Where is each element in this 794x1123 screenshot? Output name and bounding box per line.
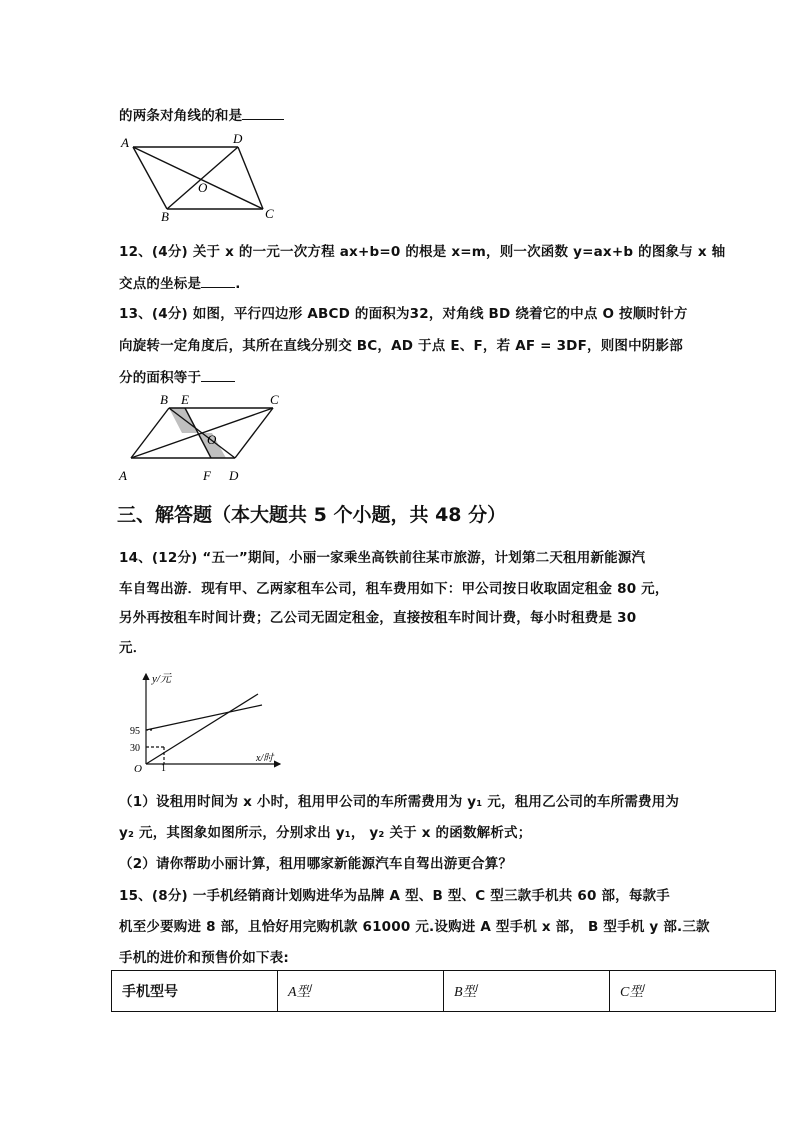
table-header-a: A型 bbox=[278, 971, 444, 1012]
q12-line1: 12、(4分) 关于 x 的一元一次方程 ax+b=0 的根是 x=m，则一次函数 y=ax+b 的图象与 x 轴 bbox=[119, 244, 726, 260]
q14-part1-a: （1）设租用时间为 x 小时，租用甲公司的车所需费用为 y₁ 元，租用乙公司的车所需费用为 bbox=[119, 794, 680, 810]
q14-line4: 元． bbox=[119, 640, 147, 656]
table-header-c: C型 bbox=[610, 971, 776, 1012]
q15-line1: 15、(8分) 一手机经销商计划购进华为品牌 A 型、B 型、C 型三款手机共 60 部，每款手 bbox=[119, 888, 670, 904]
label-O: O bbox=[207, 432, 217, 447]
x-axis-label: x/时 bbox=[256, 753, 274, 764]
label-A: A bbox=[121, 135, 129, 150]
q13-line3: 分的面积等于 bbox=[119, 366, 235, 386]
label-C: C bbox=[270, 392, 279, 407]
q11-tail: 的两条对角线的和是 bbox=[119, 104, 284, 124]
q13-line2: 向旋转一定角度后，其所在直线分别交 BC，AD 于点 E、F，若 AF = 3DF，则图中阴影部 bbox=[119, 338, 683, 354]
label-B: B bbox=[160, 392, 168, 407]
q14-part2: （2）请你帮助小丽计算，租用哪家新能源汽车自驾出游更合算？ bbox=[119, 856, 513, 872]
q15-line2: 机至少要购进 8 部，且恰好用完购机款 61000 元.设购进 A 型手机 x 部， B 型手机 y 部.三款 bbox=[119, 919, 710, 935]
answer-blank bbox=[201, 367, 235, 382]
y-axis-label: y/元 bbox=[152, 673, 171, 685]
rental-cost-graph bbox=[128, 668, 288, 773]
section-heading: 三、解答题（本大题共 5 个小题，共 48 分） bbox=[117, 504, 507, 526]
label-E: E bbox=[181, 392, 189, 407]
table-row bbox=[112, 971, 776, 1012]
origin-label: O bbox=[134, 763, 142, 773]
label-C: C bbox=[265, 206, 274, 221]
parallelogram-figure-1 bbox=[115, 130, 285, 225]
label-A: A bbox=[119, 468, 127, 483]
label-F: F bbox=[203, 468, 211, 483]
y-tick-30: 30 bbox=[130, 743, 140, 754]
q14-line2: 车自驾出游．现有甲、乙两家租车公司，租车费用如下：甲公司按日收取固定租金 80 元， bbox=[119, 581, 669, 597]
phone-price-table bbox=[111, 970, 776, 1012]
y-tick-95: 95 bbox=[130, 726, 140, 737]
label-D: D bbox=[233, 131, 243, 146]
q12-line2: 交点的坐标是 . bbox=[119, 272, 241, 292]
q13-line1: 13、(4分) 如图，平行四边形 ABCD 的面积为32，对角线 BD 绕着它的中点 O 按顺时针方 bbox=[119, 306, 688, 322]
q14-line3: 另外再按租车时间计费；乙公司无固定租金，直接按租车时间计费，每小时租费是 30 bbox=[119, 610, 637, 626]
label-B: B bbox=[161, 209, 169, 224]
x-tick-1: 1 bbox=[161, 763, 166, 773]
answer-blank bbox=[242, 105, 284, 120]
parallelogram-figure-2 bbox=[115, 390, 295, 485]
q14-part1-b: y₂ 元，其图象如图所示，分别求出 y₁， y₂ 关于 x 的函数解析式； bbox=[119, 825, 532, 841]
label-D: D bbox=[229, 468, 239, 483]
q14-line1: 14、(12分) “五一”期间，小丽一家乘坐高铁前往某市旅游，计划第二天租用新能源汽 bbox=[119, 550, 646, 566]
table-header-model: 手机型号 bbox=[112, 971, 278, 1012]
answer-blank bbox=[201, 273, 235, 288]
q15-line3: 手机的进价和预售价如下表: bbox=[119, 950, 289, 966]
table-header-b: B型 bbox=[444, 971, 610, 1012]
label-O: O bbox=[198, 180, 208, 195]
